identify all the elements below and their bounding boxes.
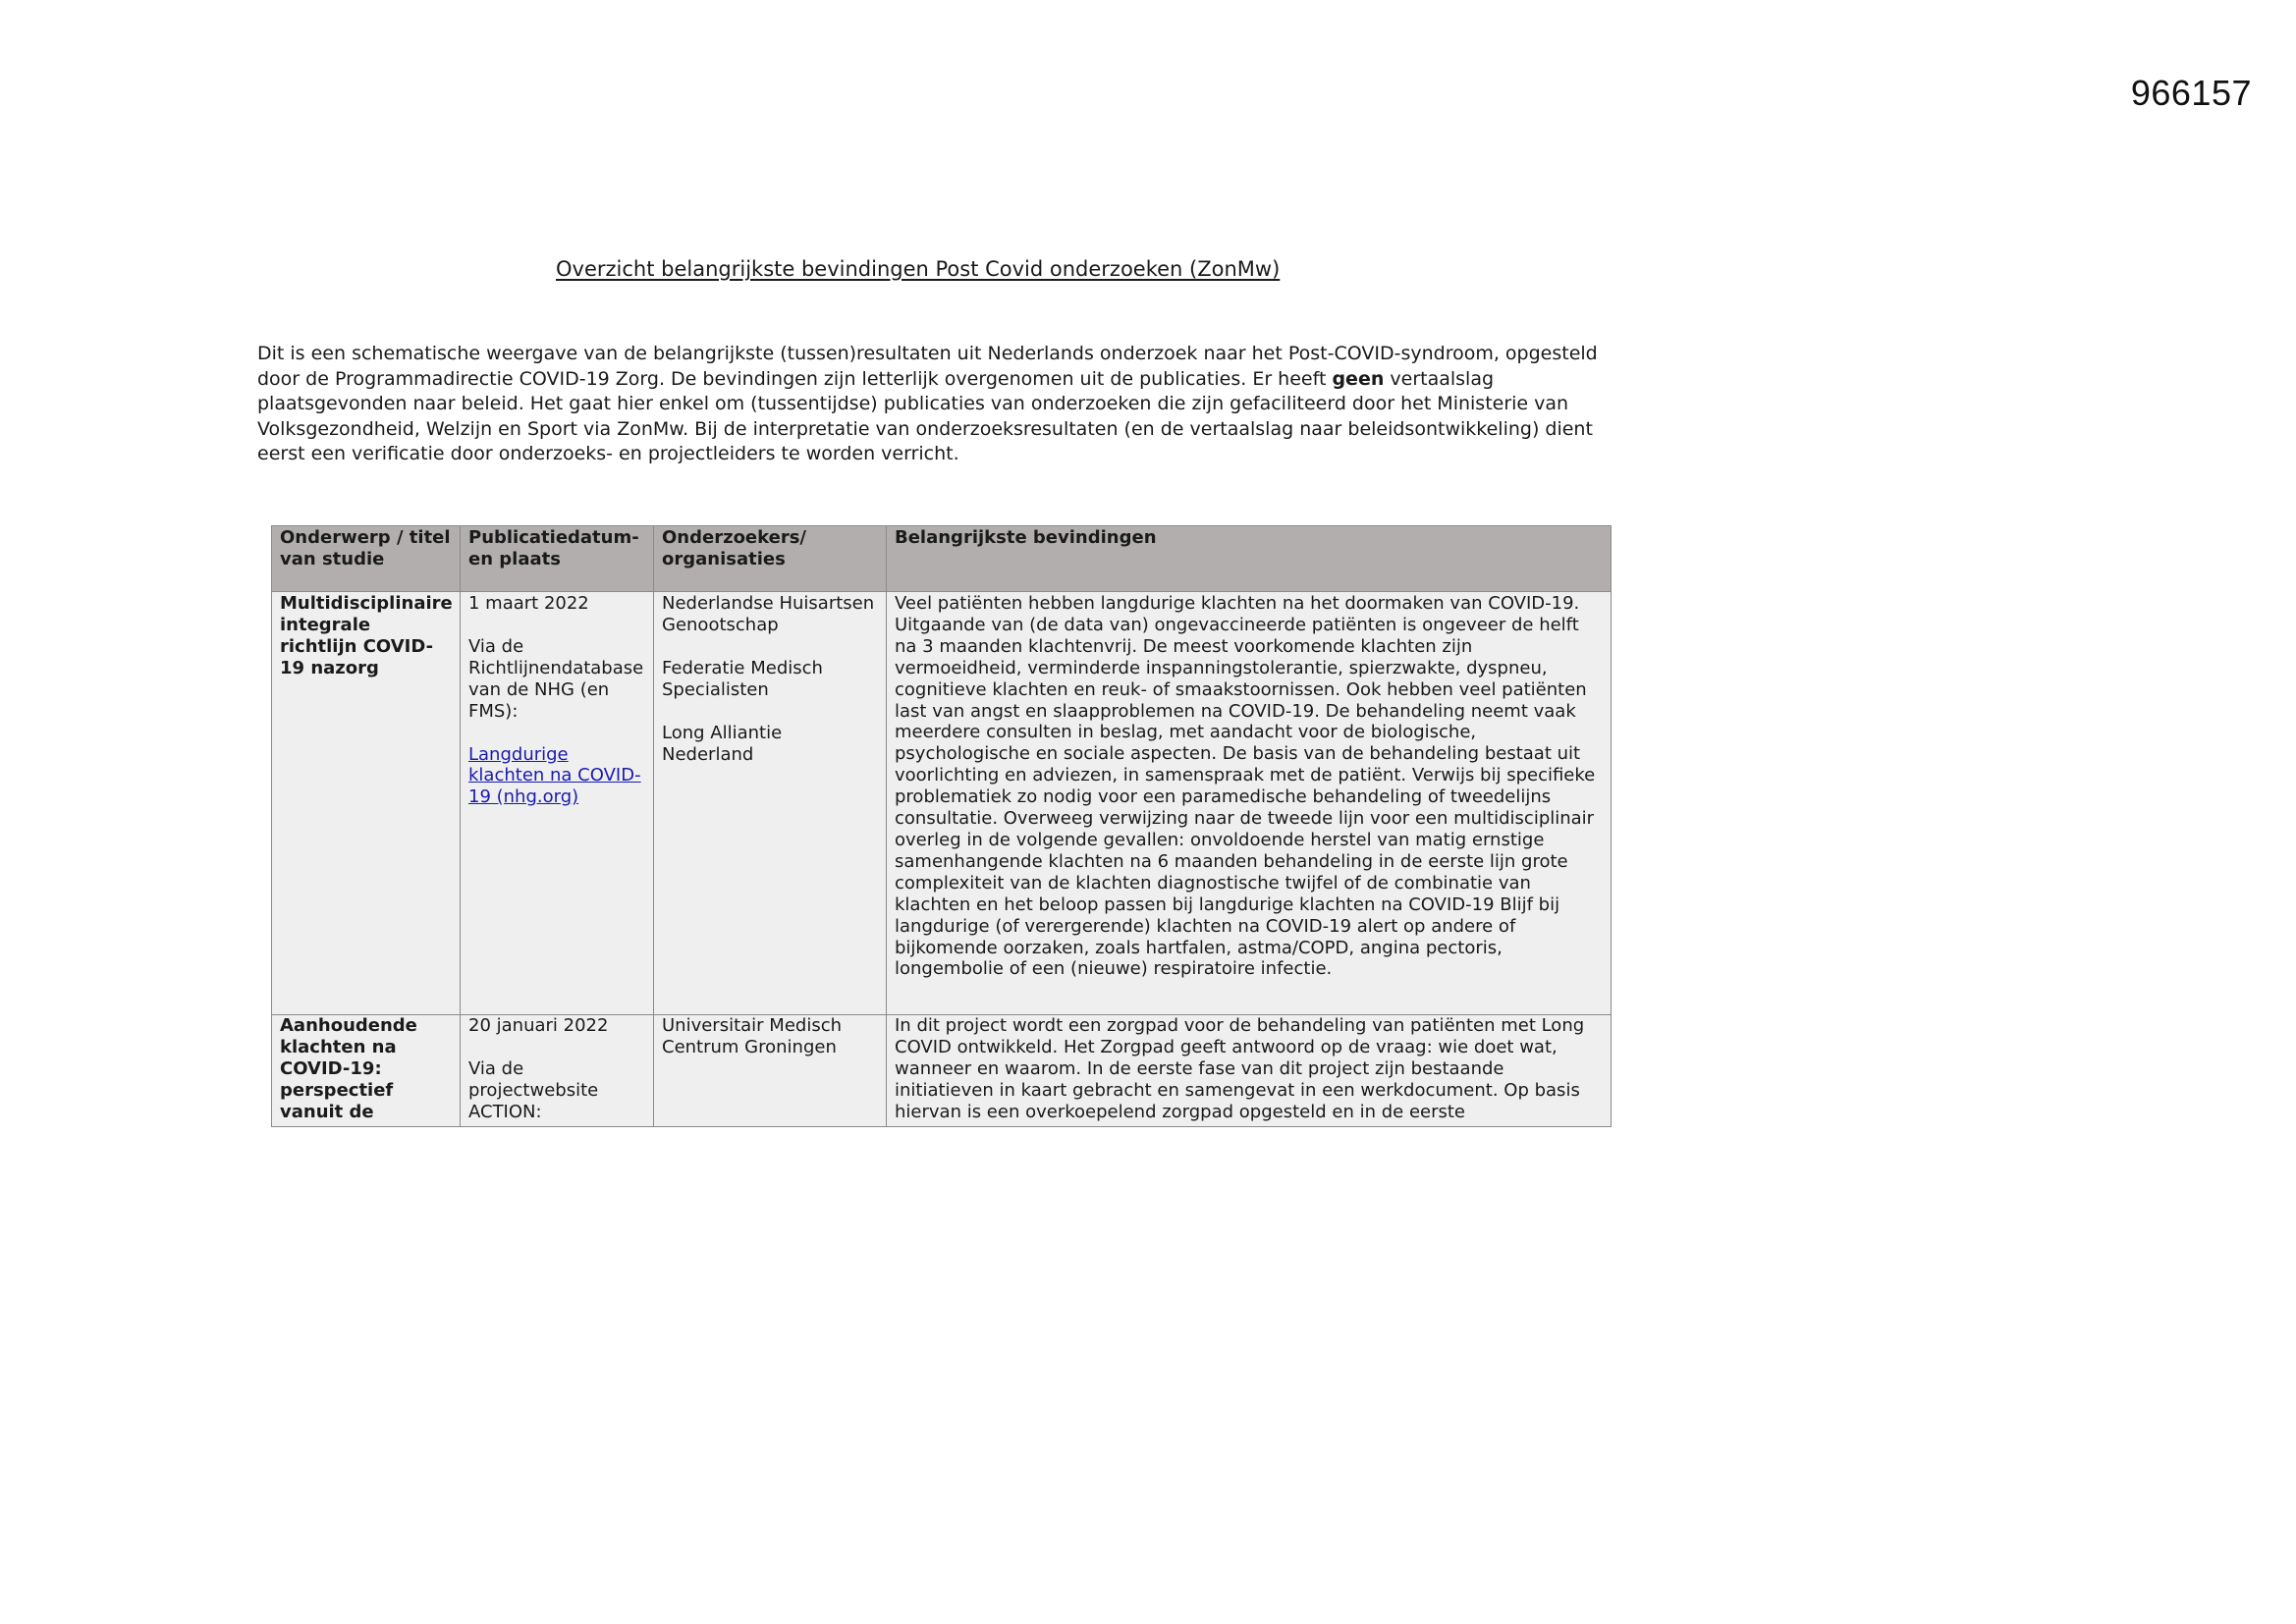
org-item: Universitair Medisch Centrum Groningen (662, 1015, 843, 1057)
intro-text-1: Dit is een schematische weergave van de belangrijkste (tussen)resultaten uit Nederlands onderzoek naar het Post-COVID-syndroom, opgesteld door de Programmadirectie COVID-19 Zorg. De bevindingen zijn letterlijk overgenomen uit de publicaties. Er heeft (257, 343, 1598, 390)
row-organisations (654, 592, 887, 1015)
guideline-link[interactable]: Langdurige klachten na COVID-19 (nhg.org) (468, 743, 641, 808)
row-subject (272, 1015, 461, 1127)
findings-table (271, 525, 1612, 1127)
row-findings: Veel patiënten hebben langdurige klachten na het doormaken van COVID-19. Uitgaande van (de data van) ongevaccineerde patiënten is ongeveer de helft na 3 maanden klachtenvrij. De meest voorkomende klachten zijn vermoeidheid, verminderde inspanningstolerantie, spierzwakte, dyspneu, cognitieve klachten en reuk- of smaakstoornissen. Ook hebben veel patiënten last van angst en slaapproblemen na COVID-19. De behandeling neemt vaak meerdere consulten in beslag, met aandacht voor de biologische, psychologische en sociale aspecten. De basis van de behandeling bestaat uit voorlichting en adviezen, in samenspraak met de patiënt. Verwijs bij specifieke problematiek zo nodig voor een paramedische behandeling of tweedelijns consultatie. Overweeg verwijzing naar de tweede lijn voor een multidisciplinair overleg in de volgende gevallen: onvoldoende herstel van matig ernstige samenhangende klachten na 6 maanden behandeling in de eerste lijn grote complexiteit van de klachten diagnostische twijfel of de combinatie van klachten en het beloop passen bij langdurige klachten na COVID-19 Blijf bij langdurige (of verergerende) klachten na COVID-19 alert op andere of bijkomende oorzaken, zoals hartfalen, astma/COPD, angina pectoris, longembolie of een (nieuwe) respiratoire infectie. (887, 592, 1612, 1015)
header-researchers: Onderzoekers/ organisaties (654, 526, 887, 592)
row-findings (887, 1015, 1612, 1127)
row-via: Via de projectwebsite ACTION: (468, 1057, 599, 1122)
row-findings-text: In dit project wordt een zorgpad voor de behandeling van patiënten met Long COVID ontwikkeld. Het Zorgpad geeft antwoord op de vraag: wie doet wat, wanneer en waarom. In de eerste fase van dit project zijn bestaande initiatieven in kaart gebracht en samengevat in een werkdocument. Op basis hiervan is een overkoepelend zorgpad opgesteld en in de eerste (895, 1015, 1585, 1122)
row-organisations (654, 1015, 887, 1127)
org-item: Long Alliantie Nederland (662, 722, 783, 765)
row-date: 20 januari 2022 (468, 1015, 609, 1036)
table-header-row (272, 526, 1612, 592)
intro-text-2: vertaalslag plaatsgevonden naar beleid. Het gaat hier enkel om (tussentijdse) publicaties van onderzoeken die zijn gefaciliteerd door het Ministerie van Volksgezondheid, Welzijn en Sport via ZonMw. Bij de interpretatie van onderzoeksresultaten (en de vertaalslag naar beleidsontwikkeling) dient eerst een verificatie door onderzoeks- en projectleiders te worden verricht. (257, 367, 1593, 465)
org-item: Nederlandse Huisartsen Genootschap (662, 593, 875, 635)
row-subject-text: Aanhoudende klachten na COVID-19: perspectief vanuit de (280, 1015, 417, 1122)
row-subject: Multidisciplinaire integrale richtlijn COVID-19 nazorg (272, 592, 461, 1015)
org-item: Federatie Medisch Specialisten (662, 657, 823, 700)
header-date-place: Publicatiedatum- en plaats (461, 526, 654, 592)
table-row (272, 592, 1612, 1015)
row-date-place (461, 1015, 654, 1127)
table-row (272, 1015, 1612, 1127)
row-via: Via de Richtlijnendatabase van de NHG (en FMS): (468, 635, 644, 722)
header-findings: Belangrijkste bevindingen (887, 526, 1612, 592)
row-date-place (461, 592, 654, 1015)
header-subject: Onderwerp / titel van studie (272, 526, 461, 592)
page-title: Overzicht belangrijkste bevindingen Post Covid onderzoeken (ZonMw) (556, 257, 1281, 281)
intro-bold-word: geen (1332, 367, 1385, 390)
row-date: 1 maart 2022 (468, 593, 589, 614)
document-number: 966157 (2130, 73, 2252, 113)
intro-paragraph (257, 342, 1613, 467)
